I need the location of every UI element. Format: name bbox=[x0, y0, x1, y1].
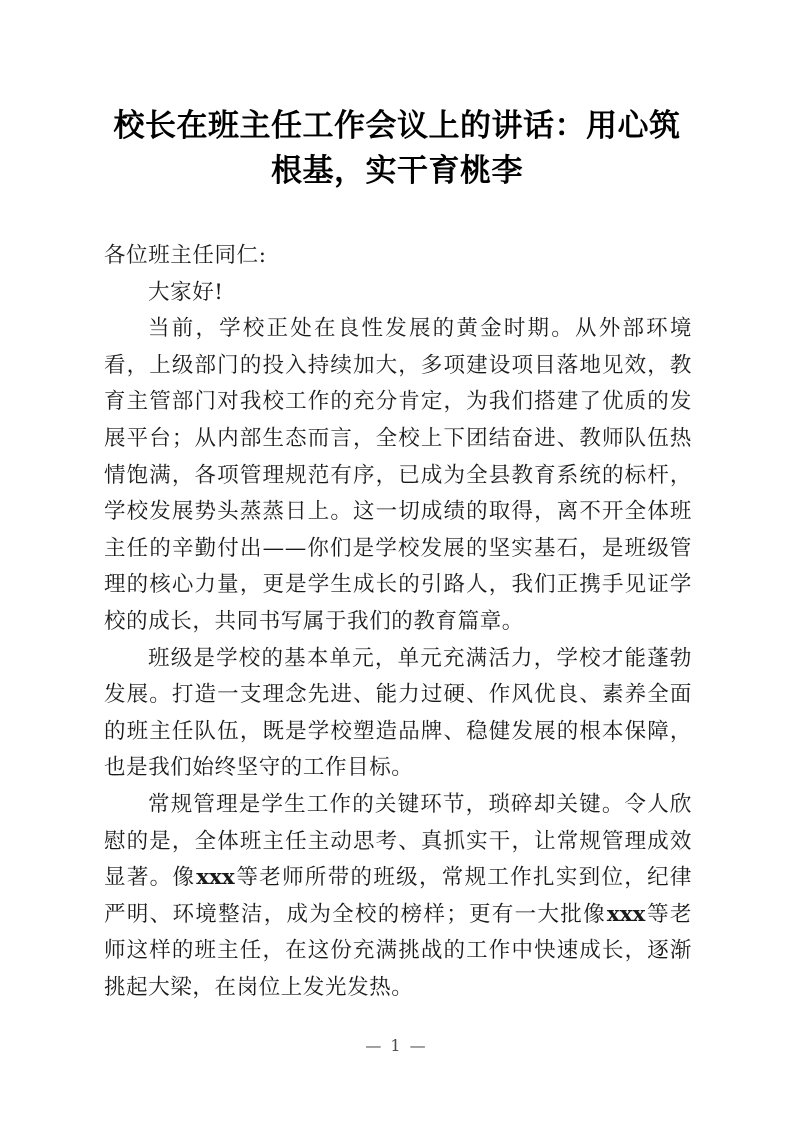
page-footer bbox=[0, 1036, 793, 1055]
salutation-line: 各位班主任同仁: bbox=[104, 243, 267, 268]
name-placeholder-1: xxx bbox=[196, 865, 235, 891]
page-title-line-2: 根基，实干育桃李 bbox=[271, 153, 523, 189]
paragraph-3-part-1: 常规管理是学生工作的关键环节，琐碎却关键。令人欣慰的是，全体班主任主动思考、真抓实干，让常规管理成效显著。像 bbox=[104, 791, 692, 891]
body-paragraph-3 bbox=[104, 787, 692, 1007]
paragraph-3-part-2: 等老师所带的班级，常规工作扎实到位，纪律严明、环境整洁，成为全校的榜样；更有一大批像 bbox=[104, 865, 692, 927]
greeting-line: 大家好! bbox=[148, 279, 224, 305]
document-body bbox=[104, 238, 692, 1006]
page-number: — 1 — bbox=[365, 1036, 428, 1055]
page-title-line-1: 校长在班主任工作会议上的讲话：用心筑 bbox=[113, 108, 681, 144]
body-paragraph-1: 当前，学校正处在良性发展的黄金时期。从外部环境看，上级部门的投入持续加大，多项建设项目落地见效，教育主管部门对我校工作的充分肯定，为我们搭建了优质的发展平台；从内部生态而言，全校上下团结奋进、教师队伍热情饱满，各项管理规范有序，已成为全县教育系统的标杆，学校发展势头蒸蒸日上。这一切成绩的取得，离不开全体班主任的辛勤付出——你们是学校发展的坚实基石，是班级管理的核心力量，更是学生成长的引路人，我们正携手见证学校的成长，共同书写属于我们的教育篇章。 bbox=[104, 316, 692, 634]
paragraph-3-part-3: 等老师这样的班主任，在这份充满挑战的工作中快速成长，逐渐挑起大梁，在岗位上发光发热。 bbox=[104, 901, 693, 1000]
name-placeholder-2: xxx bbox=[606, 901, 646, 927]
body-paragraph-2: 班级是学校的基本单元，单元充满活力，学校才能蓬勃发展。打造一支理念先进、能力过硬、作风优良、素养全面的班主任队伍，既是学校塑造品牌、稳健发展的根本保障，也是我们始终坚守的工作目标。 bbox=[104, 645, 692, 781]
page-title bbox=[104, 104, 690, 194]
